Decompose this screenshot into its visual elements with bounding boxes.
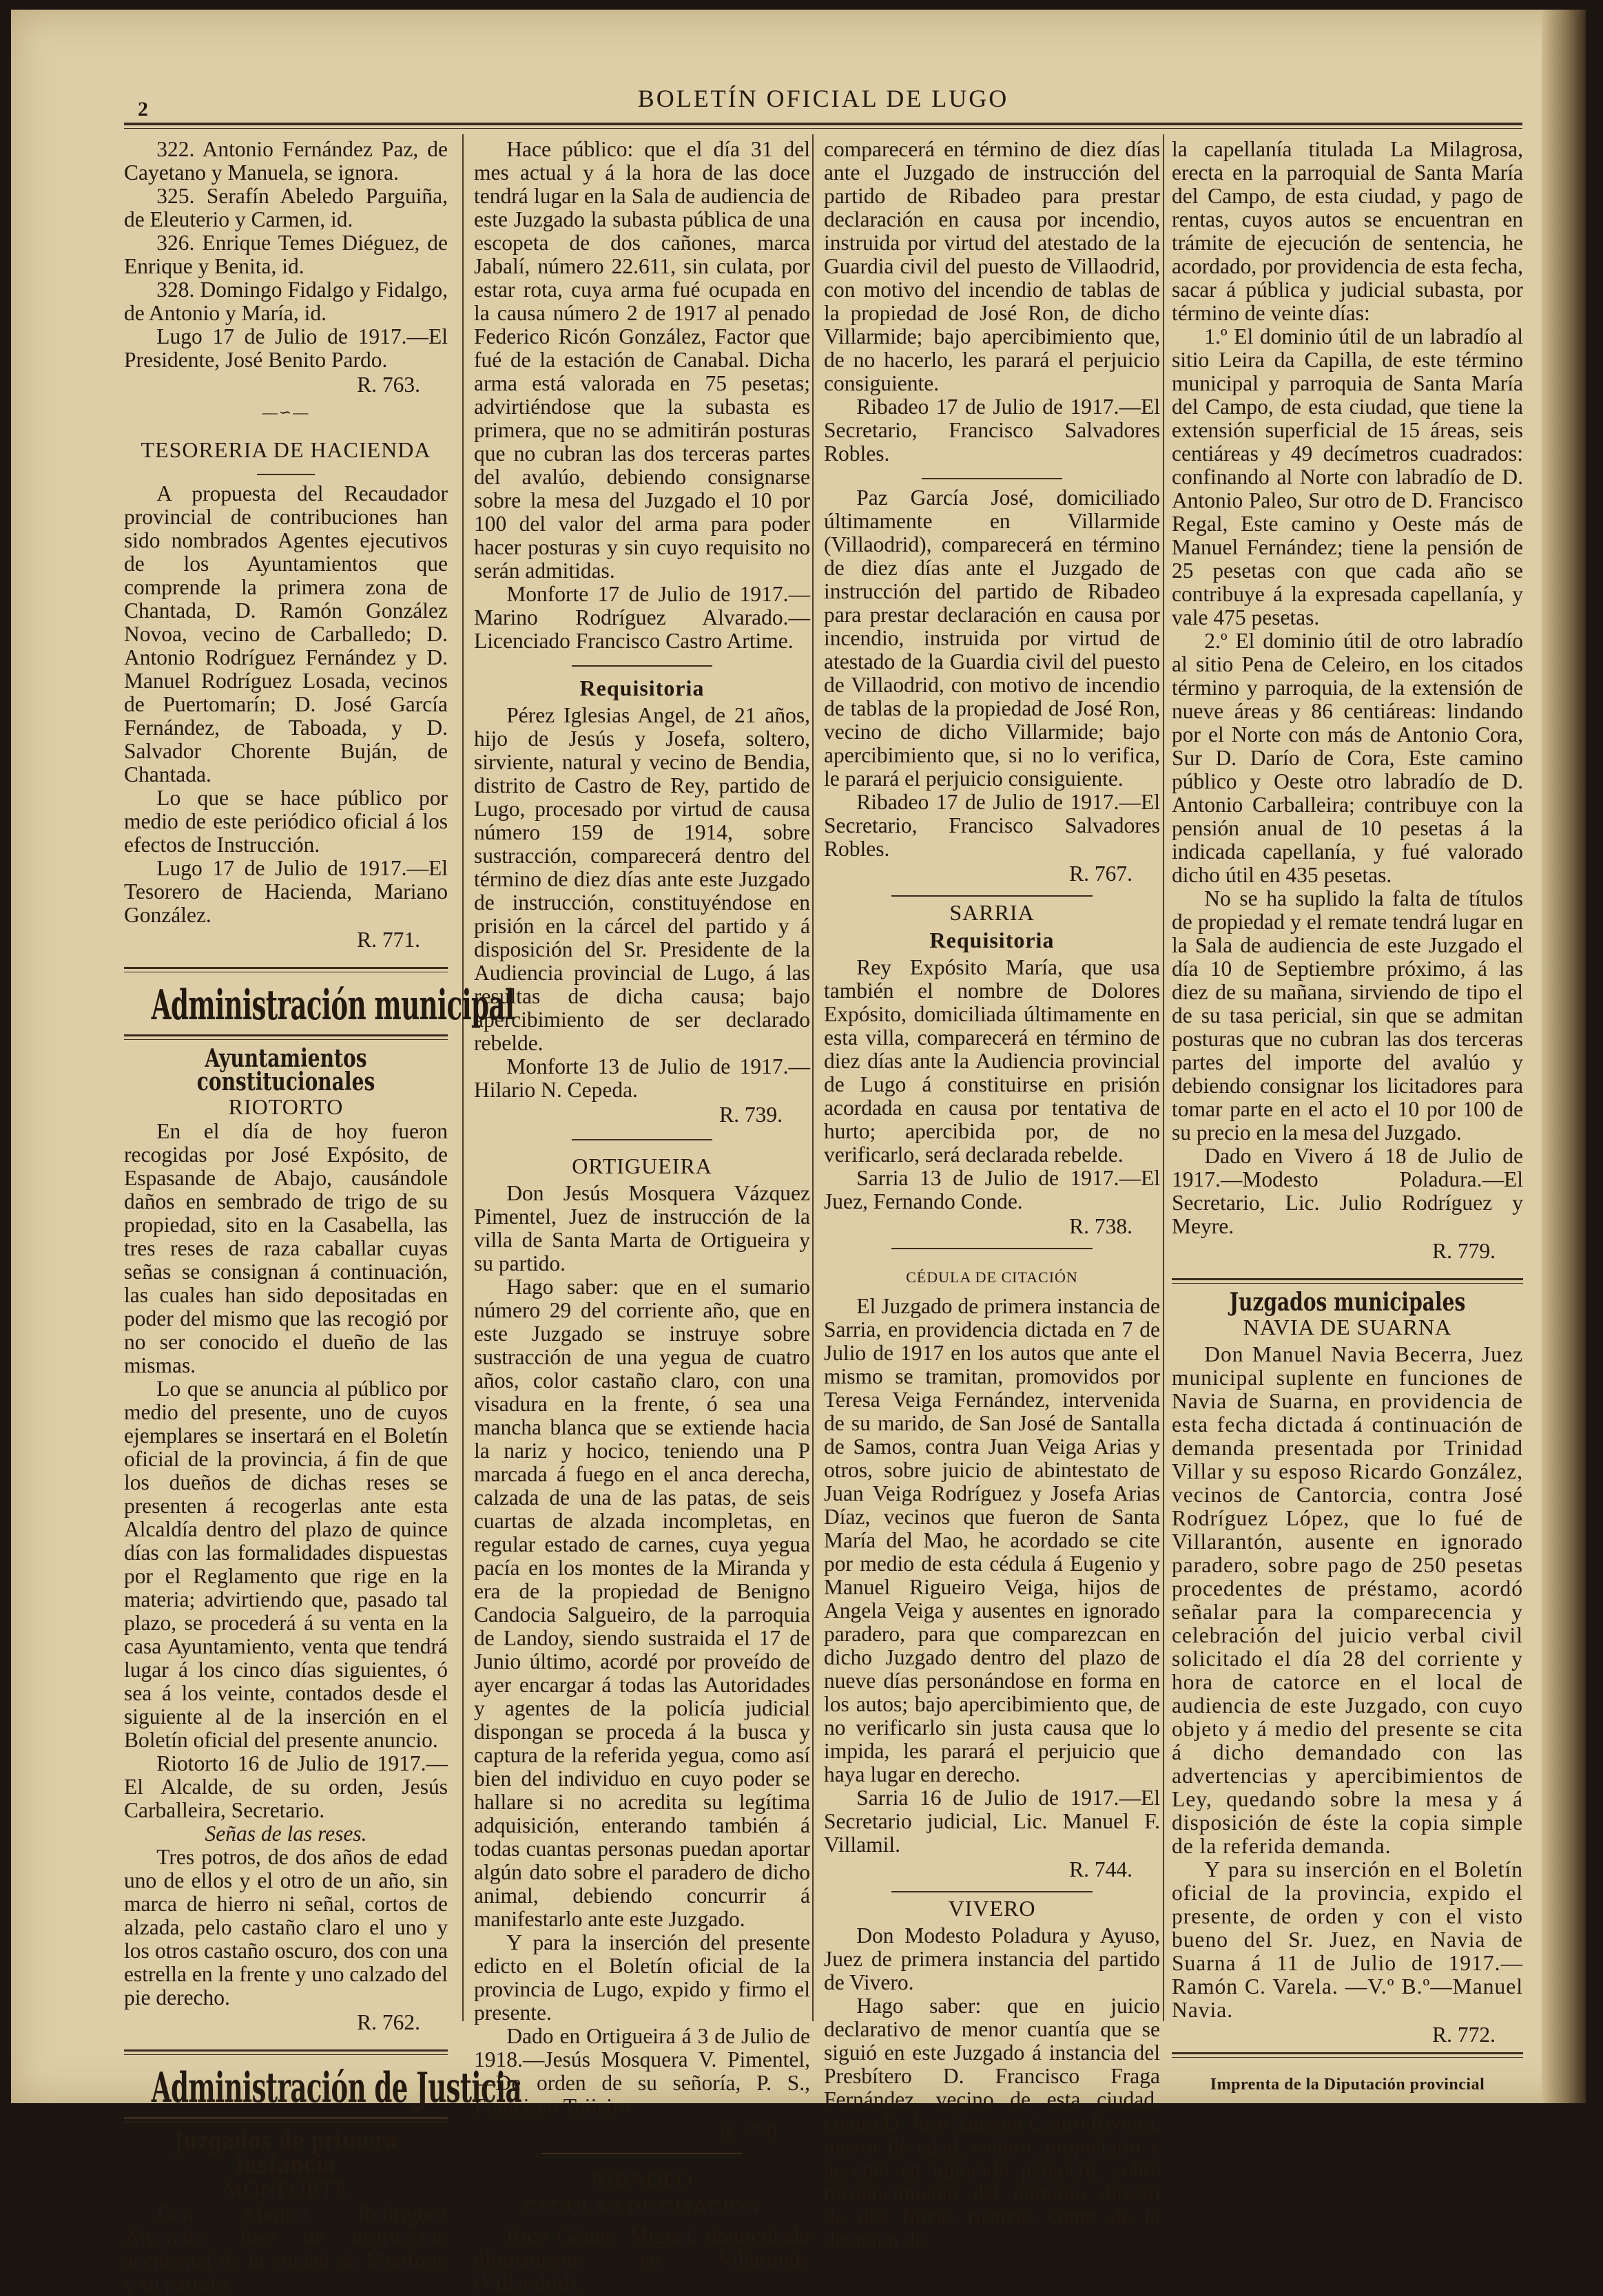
reference-number: R. 739. [719, 1103, 783, 1127]
locality-title: RIBADEO [590, 2167, 694, 2192]
signature-line: Monforte 13 de Julio de 1917.—Hilario N. Cepeda. [474, 1054, 810, 1102]
paragraph: Y para su inserción en el Boletín oficial de la provincia, expido el presente, de orden y con el visto bueno del Sr. Juez, en Navia de Suarna á 11 de Julio de 1917.—Ramón C. Varela. —V.º B.º—Manuel Navia. [1172, 1857, 1523, 2022]
double-rule [1172, 1278, 1523, 1284]
paragraph: Tres potros, de dos años de edad uno de ellos y el otro de un año, sin marca de hierro ni señal, cortos de alzada, pelo castaño claro el uno y los otros castaño oscuro, dos con una estrella en la frente y uno calzado del pie derecho. [124, 1845, 448, 2010]
paragraph: Rico Gómez Miguel, domiciliado últimamente en Villarmide (Villaodrid), [474, 2224, 810, 2295]
column-4 [1172, 137, 1523, 2094]
double-rule [1172, 2052, 1523, 2058]
paragraph: Don Jesús Mosquera Vázquez Pimentel, Juez de instrucción de la villa de Santa Marta de Ortigueira y su partido. [474, 1181, 810, 1275]
divider [891, 1248, 1093, 1249]
signature-line: Dado en Vivero á 18 de Julio de 1917.—Modesto Poladura.—El Secretario, Lic. Julio Rodríguez y Meyre. [1172, 1144, 1523, 1238]
locality-title: RIOTORTO [228, 1094, 344, 1119]
paragraph: 2.º El dominio útil de otro labradío al sitio Pena de Celeiro, en los citados término y parroquia, de la extensión de nueve áreas y 86 centiáreas: lindando por el Norte con más de Antonio Cora, Sur D. Darío de Cora, Este camino público y Oeste otro labradío de D. Antonio Carballeira; contribuye con la pensión anual de 10 pesetas á la indicada capellanía, y fué valorado dicho útil en 435 pesetas. [1172, 629, 1523, 887]
paragraph: Paz García José, domiciliado últimamente en Villarmide (Villaodrid), comparecerá en término de diez días ante el Juzgado de instrucción del partido de Ribadeo para prestar declaración en causa por incendio, instruida por virtud de atestado de la Guardia civil del puesto de Villaodrid, con motivo de incendio de tablas de la propiedad de José Ron, vecino de dicho Villarmide; bajo apercibimiento que, si no lo verifica, le parará el perjuicio consiguiente. [824, 486, 1160, 791]
paragraph: Hago saber: que en el sumario número 29 del corriente año, que en este Juzgado se instruye sobre sustracción de una yegua de cuatro años, color castaño claro, con una visadura en la frente, ó sea una mancha blanca que se extiende hacia la nariz y hocico, teniendo una P marcada á fuego en el anca derecha, calzada de una de las patas, de seis cuartas de alzada incompletas, en regular estado de carnes, cuya yegua pacía en los montes de la Miranda y era de la propiedad de Benigno Candocia Salgueiro, de la parroquia de Landoy, siendo sustraida el 17 de Junio último, acordé por proveído de ayer encargar á todas las Autoridades y agentes de la policía judicial dispongan se proceda á la busca y captura de la referida yegua, como así bien del individuo en cuyo poder se hallare si no acredita su legítima adquisición, enterando también á todas cuantas personas puedan aportar algún dato sobre el paradero de dicho animal, debiendo concurrir á manifestarlo ante este Juzgado. [474, 1275, 810, 1931]
divider [891, 895, 1093, 897]
section-title: TESORERIA DE HACIENDA [141, 437, 431, 462]
paragraph: Y para la inserción del presente edicto en el Boletín oficial de la provincia de Lugo, expido y firmo el presente. [474, 1930, 810, 2025]
signature-line: Dado en Ortigueira á 3 de Julio de 1918.—Jesús Mosquera V. Pimentel, —De orden de su señoría, P. S., Francisco Teijeiro. [474, 2024, 810, 2118]
ornament-divider: —∽— [262, 404, 310, 421]
paragraph: Lo que se anuncia al público por medio del presente, uno de cuyos ejemplares se insertará en el Boletín oficial de la provincia, á fin de que los dueños de dichas reses se presenten á recogerlas ante esta Alcaldía dentro del plazo de quince días con las formalidades dispuestas por el Reglamento que rige en la materia; advirtiendo que, pasado tal plazo, se procederá á su venta en la casa Ayuntamiento, venta que tendrá lugar á los cinco días siguientes, ó sea á los veinte, contados desde el siguiente al de la inserción en el Boletín oficial del presente anuncio. [124, 1377, 448, 1752]
reference-number: R. 750. [719, 2119, 783, 2143]
publication-title: BOLETÍN OFICIAL DE LUGO [637, 85, 1009, 112]
signature-line: Riotorto 16 de Julio de 1917.—El Alcalde, de su orden, Jesús Carballeira, Secretario. [124, 1751, 448, 1822]
reference-number: R. 738. [1069, 1214, 1133, 1238]
paragraph: En el día de hoy fueron recogidas por José Expósito, de Espasande de Abajo, causándole daños en sembrado de trigo de su propiedad, sito en la Casabella, las tres reses de raza caballar cuyas señas se consignan á continuación, las cuales han sido depositadas en poder del mismo que las recogió por no ser conocido el dueño de las mismas. [124, 1119, 448, 1377]
signature-line: Ribadeo 17 de Julio de 1917.—El Secretario, Francisco Salvadores Robles. [824, 790, 1160, 861]
list-item: 326. Enrique Temes Diéguez, de Enrique y Benita, id. [124, 231, 448, 278]
paragraph: Hago saber: que en juicio declarativo de menor cuantía que se siguió en este Juzgado á instancia del Presbítero D. Francisco Fraga Fernández, vecino de esta ciudad, contra D. José Antonio Castro Riveira, mayor de edad, soltero, propietario y ausente en ignorado paradero, sobre reconocimiento del dominio directo de dos fincas rústicas como de la dotación de [824, 1994, 1160, 2252]
divider [572, 1139, 713, 1140]
paragraph: Don Marino Rodríguez Alvarado, Juez de instrucción accidental de la ciudad de Monforte y su partido. [124, 2202, 448, 2296]
paragraph: No se ha suplido la falta de títulos de propiedad y el remate tendrá lugar en la Sala de audiencia de este Juzgado el día 10 de Septiembre próximo, á las diez de su mañana, sirviendo de tipo el de su tasa pericial, sin que se admitan posturas que no cubran las dos terceras partes del importe del avalúo y debiendo consignar los licitadores para tomar parte en el acto el 10 por 100 de su precio en la mesa del Juzgado. [1172, 886, 1523, 1145]
column-rule-3 [1163, 134, 1164, 2021]
signature-line: Ribadeo 17 de Julio de 1917.—El Secretario, Francisco Salvadores Robles. [824, 395, 1160, 466]
subsection-title: Ayuntamientos constitucionales [196, 1044, 375, 1096]
subsection-title: Juzgados municipales [1229, 1288, 1466, 1317]
signature-line: Sarria 13 de Julio de 1917.—El Juez, Fernando Conde. [824, 1166, 1160, 1213]
paragraph: comparecerá en término de diez días ante el Juzgado de instrucción del partido de Ribadeo para prestar declaración en causa por incendio, instruida por virtud del atestado de la Guardia civil del puesto de Villaodrid, con motivo del incendio de tablas de la propiedad de José Ron, de dicho Villarmide; bajo apercibimiento que, de no hacerlo, les parará el perjuicio consiguiente. [824, 137, 1160, 395]
divider [257, 474, 316, 475]
divider [922, 478, 1063, 479]
column-rule-1 [462, 134, 464, 2021]
list-item: 328. Domingo Fidalgo y Fidalgo, de Antonio y María, id. [124, 278, 448, 325]
section-title: Requisitoria [579, 676, 705, 700]
section-banner: Administración municipal [151, 981, 515, 1030]
signature-line: Lugo 17 de Julio de 1917.—El Tesorero de Hacienda, Mariano González. [124, 856, 448, 927]
reference-number: R. 767. [1069, 862, 1133, 886]
paragraph: la capellanía titulada La Milagrosa, erecta en la parroquial de Santa María del Campo, de esta ciudad, y pago de rentas, cuyos autos se encuentran en trámite de ejecución de sentencia, he acordado, por providencia de esta fecha, sacar á pública y judicial subasta, por término de veinte días: [1172, 137, 1523, 325]
subsection-title: Juzgados de primera instancia [174, 2127, 398, 2179]
divider [891, 1891, 1093, 1892]
divider [572, 665, 713, 667]
locality-title: MONFORTE [223, 2177, 349, 2202]
double-rule [124, 1034, 448, 1040]
reference-number: R. 772. [1432, 2023, 1496, 2047]
reference-number: R. 744. [1069, 1857, 1133, 1881]
locality-title: SARRIA [949, 900, 1035, 925]
column-1 [124, 137, 521, 2296]
newspaper-page [11, 10, 1586, 2296]
signature-line: Sarria 16 de Julio de 1917.—El Secretario judicial, Lic. Manuel F. Villamil. [824, 1786, 1160, 1857]
column-3 [824, 137, 1160, 2252]
paragraph: Don Manuel Navia Becerra, Juez municipal suplente en funciones de Navia de Suarna, en providencia de esta fecha dictada á continuación de demanda presentada por Trinidad Villar y su esposo Ricardo González, vecinos de Cantorcia, contra José Rodríguez López, que lo fué de Villarantón, ausente en ignorado paradero, sobre pago de 250 pesetas procedentes de préstamo, acordó señalar para la comparecencia y celebración del juicio verbal civil solicitado el día 28 del corriente y hora de catorce en el local de audiencia de este Juzgado, con cuyo objeto y á medio del presente se cita á dicho demandado con las advertencias y apercibimientos de Ley, quedando sobre la mesa y á disposición de éste la copia simple de la referida demanda. [1172, 1342, 1523, 1858]
section-banner: Administración de Justicia [151, 2064, 521, 2112]
imprint-line: Imprenta de la Diputación provincial [1210, 2076, 1485, 2094]
page-spine-shadow [1542, 10, 1586, 2103]
locality-title: ORTIGUEIRA [572, 1154, 712, 1178]
subheading: CÉDULA DE CITACIÓN [906, 1269, 1078, 1286]
double-rule [124, 2117, 448, 2122]
paragraph: A propuesta del Recaudador provincial de contribuciones han sido nombrados Agentes ejecutivos de los Ayuntamientos que comprende la primera zona de Chantada, D. Ramón González Novoa, vecino de Carballedo; D. Antonio Rodríguez Fernández y D. Manuel Rodríguez Losada, vecinos de Puertomarín; D. José García Fernández, de Taboada, y D. Salvador Chorente Buján, de Chantada. [124, 481, 448, 786]
signature-line: Lugo 17 de Julio de 1917.—El Presidente, José Benito Pardo. [124, 324, 448, 372]
subheading: CÉDULAS DE CITACIÓN [524, 2196, 761, 2218]
reference-number: R. 771. [357, 928, 420, 952]
locality-title: NAVIA DE SUARNA [1243, 1315, 1452, 1339]
locality-title: VIVERO [948, 1896, 1036, 1921]
list-item: 322. Antonio Fernández Paz, de Cayetano y Manuela, se ignora. [124, 137, 448, 185]
paragraph: Don Modesto Poladura y Ayuso, Juez de primera instancia del partido de Vivero. [824, 1923, 1160, 1994]
paragraph: El Juzgado de primera instancia de Sarria, en providencia dictada en 7 de Julio de 1917 en los autos que ante el mismo se tramitan, promovidos por Teresa Veiga Fernández, intervenida de su marido, de San José de Santalla de Samos, contra Juan Veiga Arias y otros, sobre juicio de abintestato de Juan Veiga Rodríguez y Josefa Arias Díaz, vecinos que fueron de Santa María del Mao, he acordado se cite por medio de esta cédula á Eugenio y Manuel Rigueiro Veiga, hijos de Angela Veiga y ausentes en ignorado paradero, para que comparezcan en dicho Juzgado dentro del plazo de nueve días personándose en forma en los autos; bajo apercibimiento que, de no verificarlo sin justa causa que lo impida, les parará el perjuicio que haya lugar en derecho. [824, 1294, 1160, 1786]
signature-line: Monforte 17 de Julio de 1917.—Marino Rodríguez Alvarado.—Licenciado Francisco Castro Artime. [474, 582, 810, 653]
paragraph: 1.º El dominio útil de un labradío al sitio Leira da Capilla, de este término municipal y parroquia de Santa María del Campo, de esta ciudad, que tiene la extensión superficial de 15 áreas, seis centiáreas y 49 decímetros cuadrados: confinando al Norte con labradío de D. Antonio Paleo, Sur otro de D. Francisco Regal, Este camino y Oeste más de Manuel Fernández; tiene la pensión de 25 pesetas con que cada año se contribuye á la expresada capellanía, y vale 475 pesetas. [1172, 324, 1523, 629]
list-item: 325. Serafín Abeledo Parguiña, de Eleuterio y Carmen, id. [124, 184, 448, 231]
paragraph: Pérez Iglesias Angel, de 21 años, hijo de Jesús y Josefa, soltero, sirviente, natural y vecino de Bendia, distrito de Castro de Rey, partido de Lugo, procesado por virtud de causa número 159 de 1914, sobre sustracción, comparecerá dentro del término de diez días ante este Juzgado de instrucción, constituyéndose en prisión en la cárcel del partido y á disposición del Sr. Presidente de la Audiencia provincial de Lugo, á las resultas de dicha causa; bajo apercibimiento de ser declarado rebelde. [474, 703, 810, 1055]
double-rule [124, 2049, 448, 2055]
paragraph: Hace público: que el día 31 del mes actual y á la hora de las doce tendrá lugar en la Sala de audiencia de este Juzgado la subasta pública de una escopeta de dos cañones, marca Jabalí, número 22.611, sin culata, por estar rota, cuya arma fué ocupada en la causa número 2 de 1917 al penado Federico Ricón González, Factor que fué de la estación de Canabal. Dicha arma está valorada en 75 pesetas; advirtiéndose que la subasta es primera, que no se admitirán posturas que no cubran las dos terceras partes del avalúo, debiendo consignarse sobre la mesa del Juzgado el 10 por 100 del valor del arma para poder hacer posturas y sin cuyo requisito no serán admitidas. [474, 137, 810, 583]
reference-number: R. 779. [1432, 1239, 1496, 1263]
double-rule [124, 967, 448, 972]
header-rule [124, 128, 1522, 129]
page-number: 2 [138, 98, 148, 121]
paragraph: Rey Expósito María, que usa también el nombre de Dolores Expósito, domiciliada últimamente en esta villa, comparecerá en término de diez días ante la Audiencia provincial de Lugo á constituirse en prisión acordada en causa por tentativa de hurto; apercibida por, de no verificarlo, será declarada rebelde. [824, 955, 1160, 1167]
reference-number: R. 762. [357, 2010, 420, 2034]
divider [541, 2153, 743, 2154]
section-title: Requisitoria [929, 928, 1055, 952]
paragraph: Lo que se hace público por medio de este periódico oficial á los efectos de Instrucción. [124, 786, 448, 857]
column-rule-2 [812, 134, 814, 2021]
reference-number: R. 763. [357, 373, 420, 397]
column-2 [474, 137, 810, 2295]
page-header [124, 74, 1522, 125]
subheading: Señas de las reses. [205, 1822, 367, 1846]
